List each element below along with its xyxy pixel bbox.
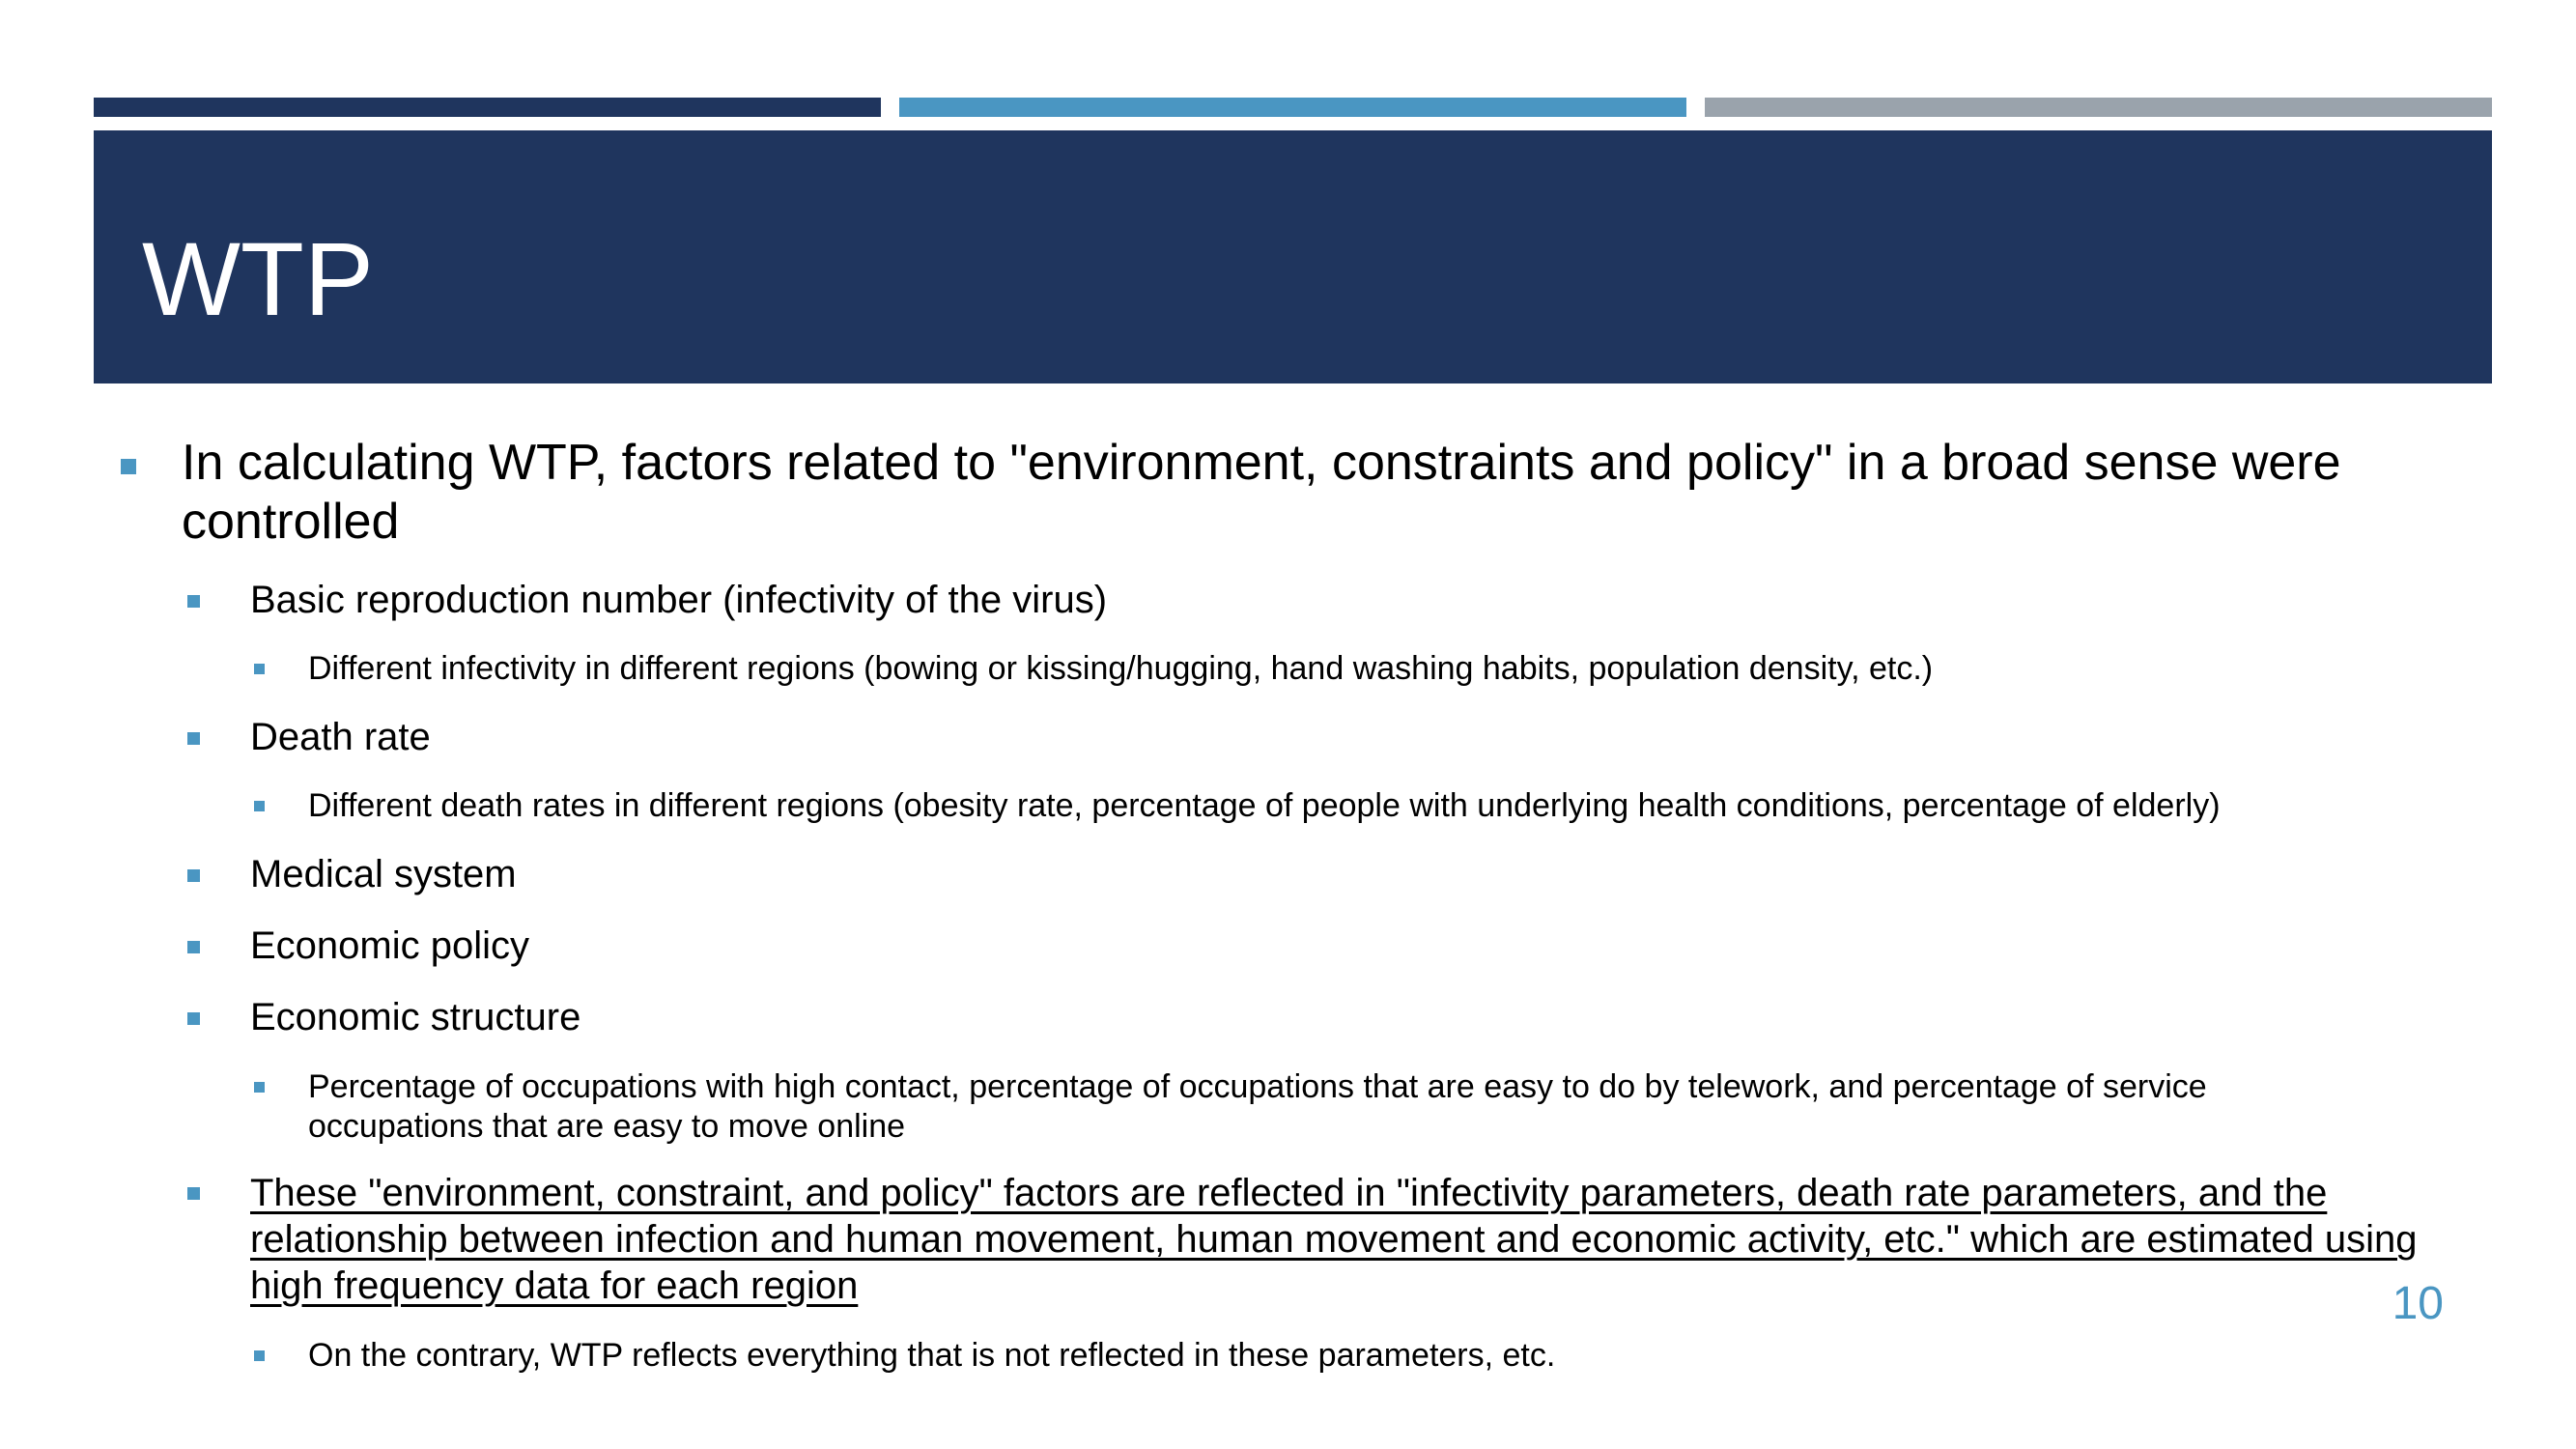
bullet-text: Basic reproduction number (infectivity of the virus) [250,579,1108,621]
page-number: 10 [2392,1278,2444,1329]
square-bullet-icon [187,1187,200,1200]
bullet-text: Economic structure [250,996,581,1038]
square-bullet-icon [187,941,200,953]
bullet-text: These "environment, constraint, and policy" factors are reflected in "infectivity parameters, death rate parameters, and the relationship between infection and human movement, human movement and economic activity, etc." which are estimated using high frequency data for each region [250,1172,2418,1307]
square-bullet-icon [121,459,136,474]
bullet-text: Percentage of occupations with high contact, percentage of occupations that are easy to do by telework, and percentage of service occupations that are easy to move online [308,1068,2207,1145]
bullet-text: Death rate [250,716,431,758]
square-bullet-icon [187,1012,200,1025]
bullet-text: On the contrary, WTP reflects everything that is not reflected in these parameters, etc. [308,1337,1556,1374]
square-bullet-icon [187,732,200,745]
square-bullet-icon [187,595,200,608]
square-bullet-icon [254,1350,265,1361]
square-bullet-icon [254,664,265,674]
square-bullet-icon [254,1082,265,1093]
slide-title: WTP [142,220,374,337]
bullet-text: Different infectivity in different regions (bowing or kissing/hugging, hand washing habits, population density, etc.) [308,650,1934,687]
bullet-text: Different death rates in different regions (obesity rate, percentage of people with underlying health conditions, percentage of elderly) [308,787,2221,824]
bullet-text: Medical system [250,853,517,895]
square-bullet-icon [254,801,265,811]
bullet-text: In calculating WTP, factors related to "environment, constraints and policy" in a broad sense were controlled [182,435,2341,550]
bullet-text: Economic policy [250,924,530,967]
square-bullet-icon [187,869,200,882]
